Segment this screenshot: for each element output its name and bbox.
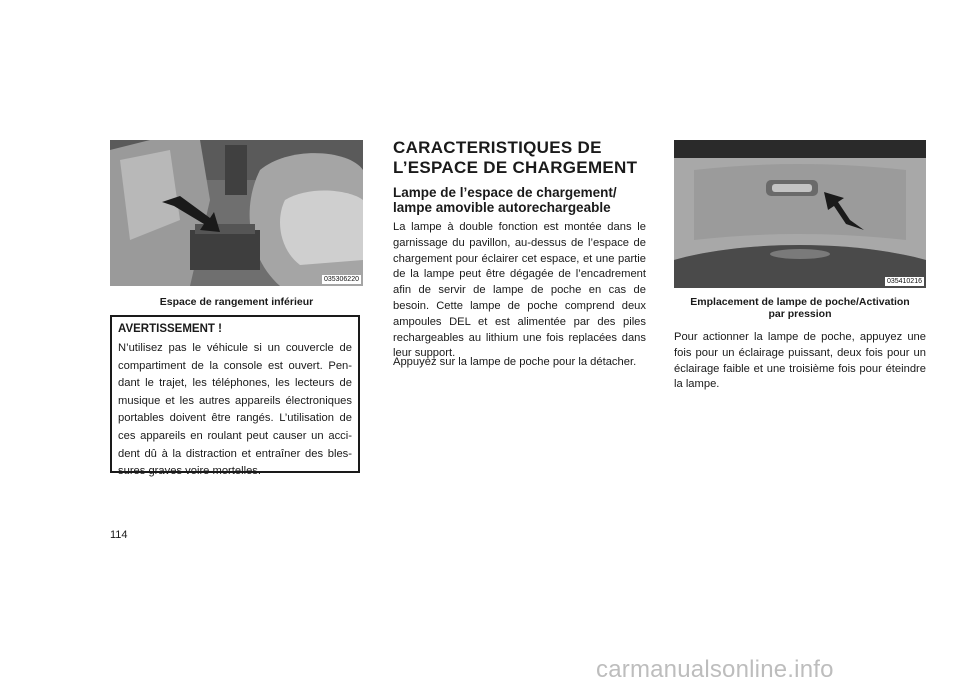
cargo-lamp-illustration <box>674 140 926 288</box>
section-title-line2: L’ESPACE DE CHARGEMENT <box>393 158 638 177</box>
photo-id-label: 035306220 <box>323 276 359 283</box>
paragraph-lamp-description: La lampe à double fonction est montée dans le garnissage du pavillon, au-dessus de l’espace de chargement pour éclairer cet espace, et une partie de la lampe peut être dégagée de l’encadrement afin de servir de lampe de poche en cas de besoin. Cette lampe de poche comprend deux ampoules DEL et est alimentée par des piles rechargeables au lithium une fois replacées dans leur support. <box>393 221 646 360</box>
paragraph-flashlight-operation: Pour actionner la lampe de poche, appuyez une fois pour un éclairage puissant, deux fois pour un éclairage faible et une troisième fois pour éteindre la lampe. <box>674 331 926 391</box>
sub-title <box>393 185 655 215</box>
right-caption-line1: Emplacement de lampe de poche/Activation <box>690 296 910 308</box>
page-number: 114 <box>110 529 128 541</box>
section-title-line1: CARACTERISTIQUES DE <box>393 138 602 157</box>
section-title <box>393 138 653 178</box>
watermark: carmanualsonline.info <box>596 656 834 683</box>
warning-body: N’utilisez pas le véhicule si un couvercle de compartiment de la console est ouvert. Pendant le trajet, les téléphones, les lecteurs de musique et les autres appareils électroniques portables doivent être rangés. L’utilisation de ces appareils en roulant peut causer un accident dû à la distraction et entraîner des blessures graves voire mortelles. <box>118 342 352 478</box>
paragraph-detach: Appuyez sur la lampe de poche pour la détacher. <box>393 356 637 368</box>
warning-title: AVERTISSEMENT ! <box>118 323 222 335</box>
right-caption-line2: par pression <box>768 308 832 320</box>
cargo-lamp-photo <box>674 140 926 288</box>
sub-title-line2: lampe amovible autorechargeable <box>393 200 611 215</box>
console-storage-illustration <box>110 140 363 286</box>
right-photo-caption <box>674 296 926 320</box>
left-photo-caption: Espace de rangement inférieur <box>159 296 314 308</box>
console-storage-photo <box>110 140 363 286</box>
sub-title-line1: Lampe de l’espace de chargement/ <box>393 185 617 200</box>
warning-box <box>110 315 360 478</box>
photo-id-label: 035410216 <box>886 278 922 285</box>
